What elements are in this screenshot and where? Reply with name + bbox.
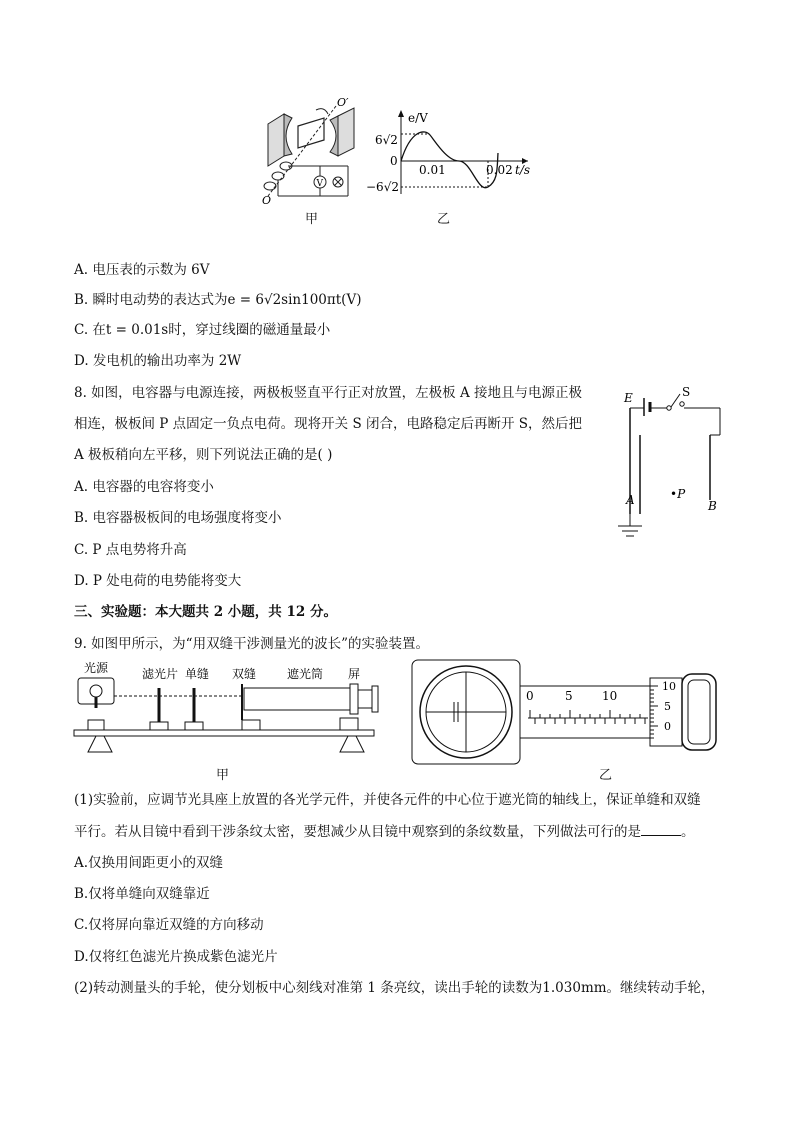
drum-0: 0 bbox=[664, 720, 671, 733]
capacitor-circuit-figure bbox=[612, 380, 727, 545]
main-scale-10: 10 bbox=[602, 689, 618, 703]
q8-stem-line-3: A 极板稍向左平移，则下列说法正确的是( ) bbox=[74, 447, 333, 463]
q9-option-c: C.仅将屏向靠近双缝的方向移动 bbox=[74, 917, 264, 933]
section-3-heading: 三、实验题：本大题共 2 小题，共 12 分。 bbox=[74, 604, 337, 620]
q7-option-b: B. 瞬时电动势的表达式为e = 6√2sin100πt(V) bbox=[74, 292, 362, 308]
y-tick-pos: 6√2 bbox=[375, 133, 398, 147]
q8-option-d: D. P 处电荷的电势能将变大 bbox=[74, 573, 242, 589]
drum-10: 10 bbox=[662, 680, 676, 693]
bench-label-single-slit: 单缝 bbox=[185, 667, 210, 681]
y-tick-zero: 0 bbox=[390, 154, 398, 168]
q9-part1-end: 。 bbox=[681, 824, 695, 840]
axis-o-top-label: O′ bbox=[337, 96, 349, 109]
bench-label-double-slit: 双缝 bbox=[232, 667, 257, 681]
voltmeter-label: V bbox=[316, 179, 323, 189]
q9-part1-line-2-text: 平行。若从目镜中看到干涉条纹太密，要想减少从目镜中观察到的条纹数量，下列做法可行的是 bbox=[74, 824, 641, 840]
bench-label-filter: 滤光片 bbox=[142, 667, 179, 681]
y-tick-neg: −6√2 bbox=[366, 180, 399, 194]
q8-option-c: C. P 点电势将升高 bbox=[74, 542, 187, 558]
fig9-caption-left: 甲 bbox=[216, 768, 230, 783]
bench-label-tube: 遮光筒 bbox=[287, 667, 324, 681]
y-axis-label: e/V bbox=[408, 111, 428, 125]
bench-label-light-source: 光源 bbox=[84, 661, 109, 675]
q7-option-c: C. 在t = 0.01s时，穿过线圈的磁通量最小 bbox=[74, 322, 331, 338]
fig7-caption-left: 甲 bbox=[305, 212, 319, 227]
q9-part1-line-1: (1)实验前，应调节光具座上放置的各光学元件，并使各元件的中心位于遮光筒的轴线上，保证单缝和双缝 bbox=[74, 792, 701, 808]
label-b: B bbox=[708, 499, 717, 513]
q7-option-a: A. 电压表的示数为 6V bbox=[74, 262, 210, 278]
q9-option-a: A.仅换用间距更小的双缝 bbox=[74, 855, 224, 871]
q9-stem: 9. 如图甲所示，为“用双缝干涉测量光的波长”的实验装置。 bbox=[74, 636, 429, 652]
q9-option-d: D.仅将红色滤光片换成紫色滤光片 bbox=[74, 949, 278, 965]
label-e: E bbox=[624, 391, 633, 405]
fig9-caption-right: 乙 bbox=[599, 768, 613, 783]
q8-stem-line-1: 8. 如图，电容器与电源连接，两极板竖直平行正对放置，左极板 A 接地且与电源正极 bbox=[74, 385, 583, 401]
bench-label-screen: 屏 bbox=[348, 667, 361, 681]
label-p: •P bbox=[670, 487, 686, 501]
fig7-caption-right: 乙 bbox=[437, 212, 451, 227]
main-scale-0: 0 bbox=[526, 689, 534, 703]
x-tick-2: 0.02 bbox=[486, 163, 513, 177]
q9-part2: (2)转动测量头的手轮，使分划板中心刻线对准第 1 条亮纹，读出手轮的读数为1.030mm。继续转动手轮， bbox=[74, 980, 715, 996]
emf-graph bbox=[366, 104, 540, 194]
x-tick-1: 0.01 bbox=[419, 163, 446, 177]
q7-option-d: D. 发电机的输出功率为 2W bbox=[74, 353, 242, 369]
label-a: A bbox=[626, 493, 635, 507]
q8-option-b: B. 电容器极板间的电场强度将变小 bbox=[74, 510, 282, 526]
main-scale-5: 5 bbox=[565, 689, 573, 703]
answer-blank bbox=[641, 823, 681, 836]
drum-5: 5 bbox=[664, 700, 671, 713]
q9-part1-line-2 bbox=[74, 823, 695, 840]
generator-figure bbox=[258, 96, 368, 208]
optical-bench-figure bbox=[72, 660, 382, 765]
q9-option-b: B.仅将单缝向双缝靠近 bbox=[74, 886, 210, 902]
micrometer-figure bbox=[410, 658, 720, 768]
x-axis-label: t/s bbox=[515, 163, 531, 177]
label-s: S bbox=[682, 385, 691, 399]
axis-o-bottom-label: O bbox=[262, 194, 272, 207]
q8-option-a: A. 电容器的电容将变小 bbox=[74, 479, 214, 495]
q8-stem-line-2: 相连，极板间 P 点固定一负点电荷。现将开关 S 闭合，电路稳定后再断开 S，然后把 bbox=[74, 416, 583, 432]
